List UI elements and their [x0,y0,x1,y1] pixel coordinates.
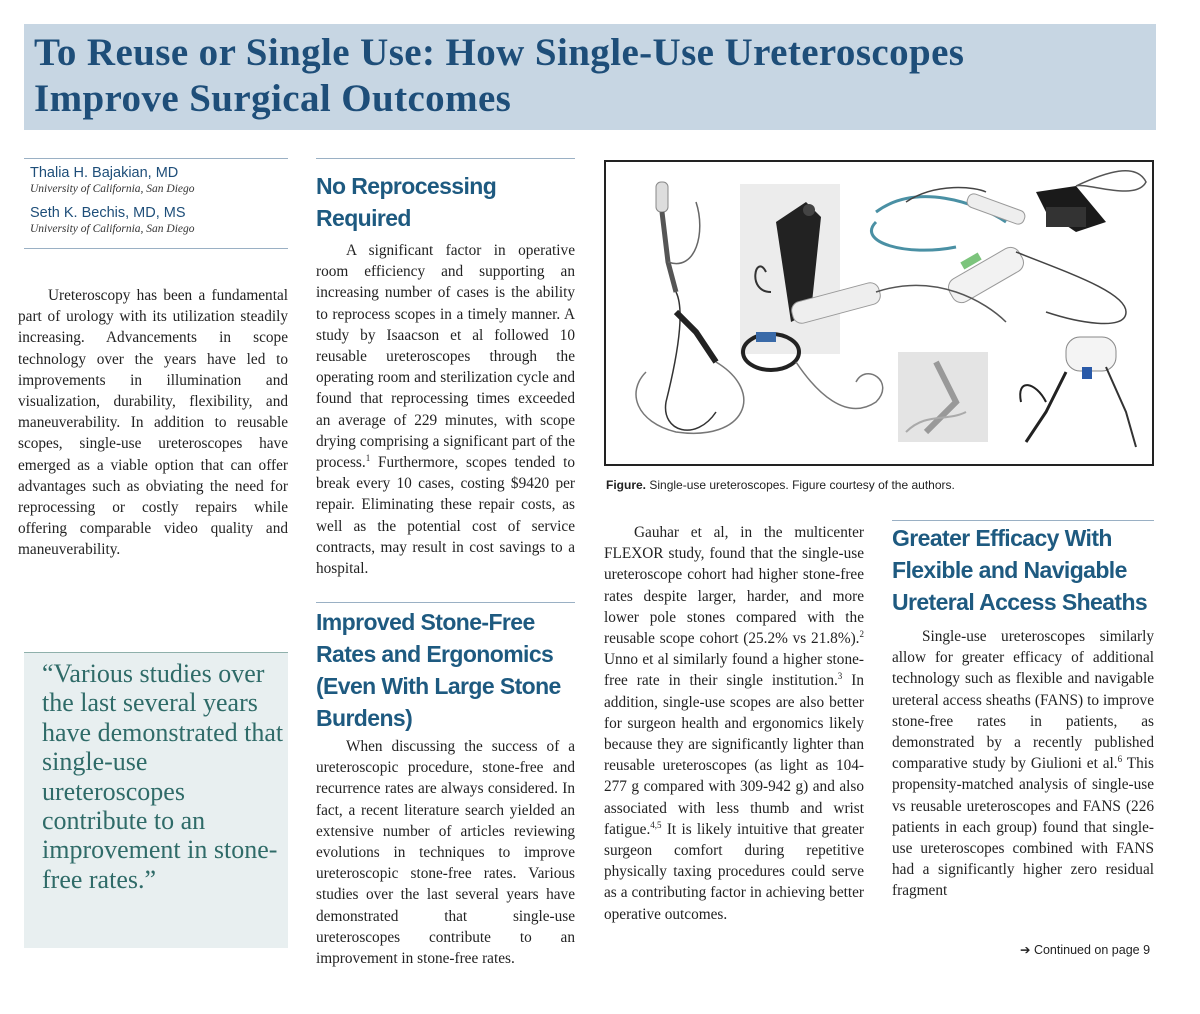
title-banner [24,24,1156,130]
author-affiliation: University of California, San Diego [30,183,195,195]
section-no-reprocessing [316,170,575,579]
column-3 [604,522,864,925]
intro-column [18,285,288,561]
ureteroscope-photo [740,184,840,354]
ureteroscope-photo [898,352,988,442]
intro-paragraph: Ureteroscopy has been a fundamental part of urology with its utilization steadily increasing. Advancements in scope technology over the years have led to improvements in illumination and visualization, durability, flexibility, and maneuverability. In addition to reusable scopes, single-use ureteroscopes have emerged as a viable option that can offer advantages such as obviating the need for reprocessing or costly repairs while offering comparable video quality and maneuverability. [18,287,288,559]
section-heading: No Reprocessing Required [316,173,497,231]
section-fans [892,522,1154,902]
figure-caption: Figure. Single-use ureteroscopes. Figure courtesy of the authors. [606,478,955,492]
author-name: Seth K. Bechis, MD, MS [30,205,186,221]
title-line-2: Improve Surgical Outcomes [34,77,512,120]
figure-image [604,160,1154,466]
author-block [30,164,288,244]
pull-quote [24,652,288,948]
section-paragraph: Gauhar et al, in the multicenter FLEXOR study, found that the single-use ureteroscope cohort had higher stone-free rates despite larger, harder, and more lower pole stones compared with the reusable scope cohort (25.2% vs 21.8%).$^2$ Unno et al similarly found a higher stone-free rate in their single institution.$^3$ In addition, single-use scopes are also better for surgeon health and ergonomics likely because they are significantly lighter than reusable ureteroscopes (as light as 104-277 g compared with 309-942 g) and also associated with less thumb and wrist fatigue.$^{4,5}$ It is likely intuitive that greater surgeon comfort during repetitive physically taxing procedures could serve as a contributing factor in achieving better operative outcomes. [604,524,864,923]
ureteroscope-illustration [606,162,1152,464]
divider [24,248,288,249]
divider [892,520,1154,521]
section-paragraph: When discussing the success of a ureteroscopic procedure, stone-free and recurrence rates are always considered. In fact, a recent literature search yielded an extensive number of articles reviewing evolutions in techniques to improve ureteroscopic stone-free rates. Various studies over the last several years have demonstrated that single-use ureteroscopes contribute to an improvement in stone-free rates. [316,738,575,968]
divider [316,158,575,159]
section-paragraph: Single-use ureteroscopes similarly allow for greater efficacy of additional technology such as flexible and navigable ureteral access sheaths (FANS) to improve stone-free rates in patients, as demonstrated by a recently published comparative study by Giulioni et al.$^6$ This propensity-matched analysis of single-use vs reusable ureteroscopes and FANS (226 patients in each group) found that single-use ureteroscopes combined with FANS had a significantly higher zero residual fragment [892,628,1154,900]
author-name: Thalia H. Bajakian, MD [30,165,179,181]
section-heading: Greater Efficacy With Flexible and Navigable Ureteral Access Sheaths [892,525,1148,615]
pull-quote-text: “Various studies over the last several years have demonstrated that single-use ureteroscopes contribute to an improvement in stone-free rates.” [42,659,284,894]
arrow-right-icon: ➔ [1020,943,1034,957]
author-affiliation: University of California, San Diego [30,223,195,235]
section-stone-free [316,606,575,969]
article-title [34,30,1156,122]
title-line-1: To Reuse or Single Use: How Single-Use Ureteroscopes [34,31,965,74]
section-paragraph: A significant factor in operative room efficiency and supporting an increasing number of cases is the ability to reprocess scopes in a timely manner. A study by Isaacson et al followed 10 reusable ureteroscopes through the operating room and sterilization cycle and found that reprocessing times exceeded an average of 229 minutes, with scope drying comprising a significant part of the process.$^1$ Furthermore, scopes tended to break every 10 cases, costing $9420 per repair. Eliminating these repair costs, as well as the potential cost of service contracts, may result in cost savings to a hospital. [316,242,575,578]
divider [316,602,575,603]
divider [24,158,288,159]
continued-note: ➔ Continued on page 9 [1020,943,1151,957]
section-heading: Improved Stone-Free Rates and Ergonomics (Even With Large Stone Burdens) [316,609,561,731]
